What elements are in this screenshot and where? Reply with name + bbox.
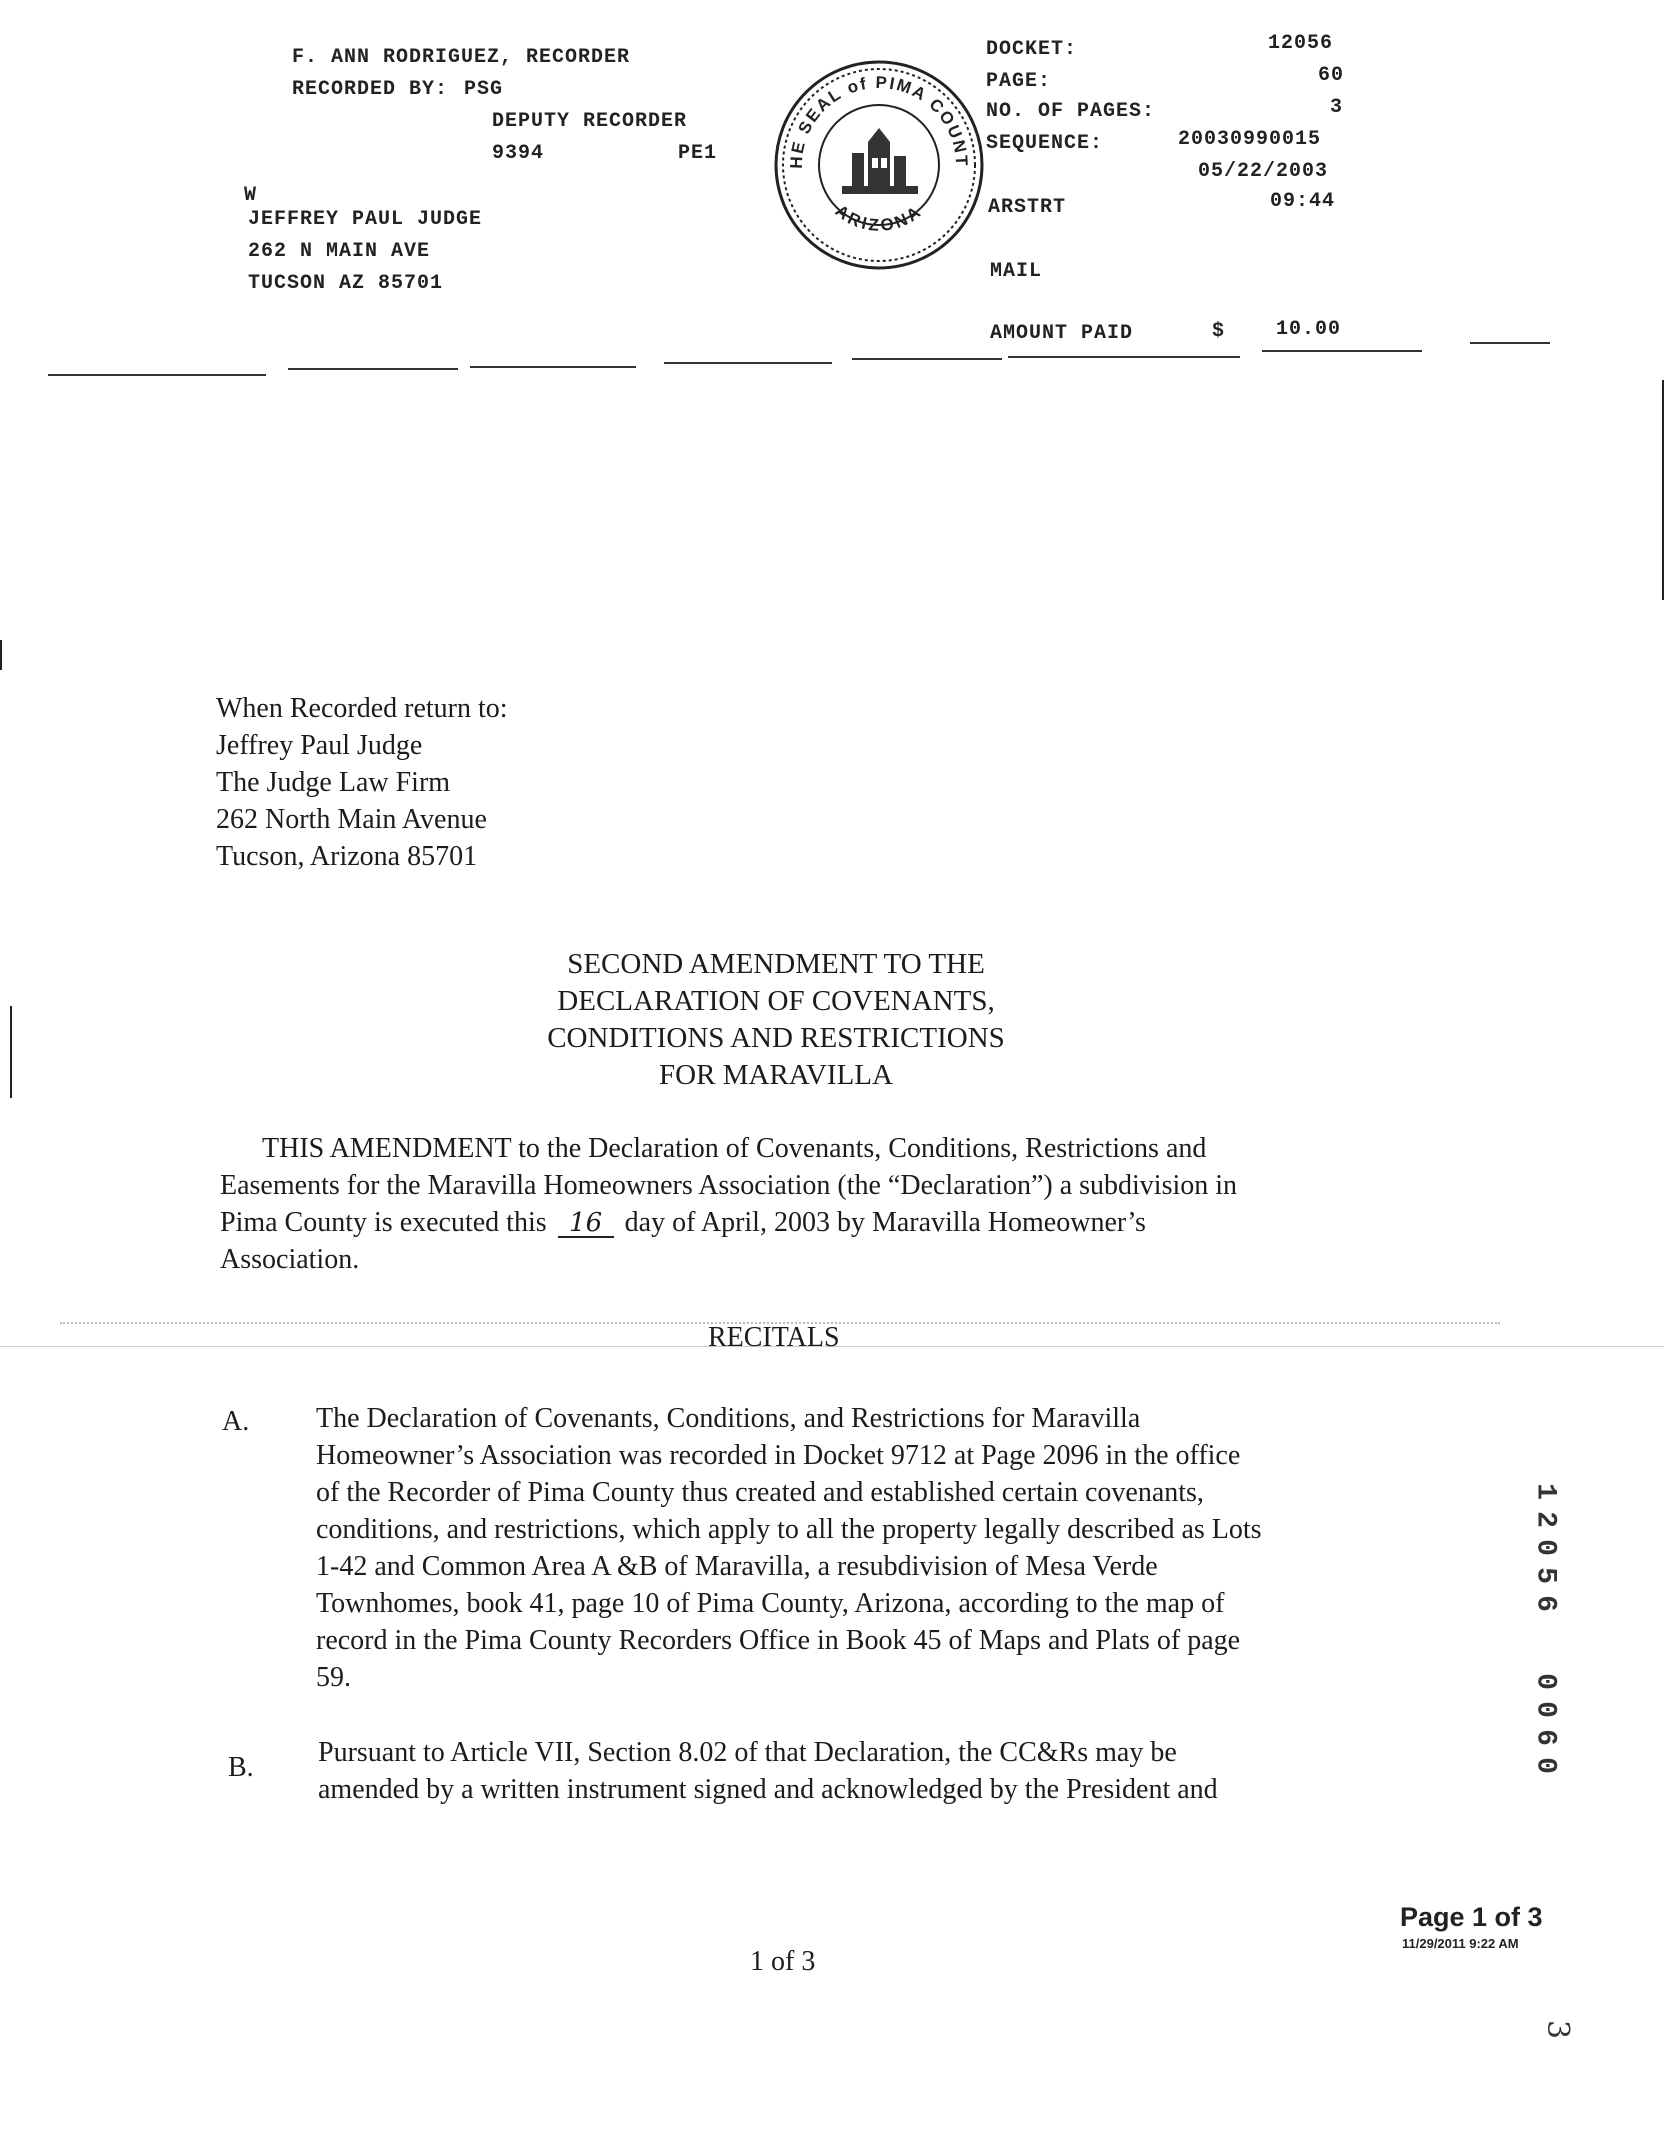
document-title-line: SECOND AMENDMENT TO THE <box>567 948 985 980</box>
docket-label: DOCKET: <box>986 38 1078 61</box>
corner-page-mark: 3 <box>1540 2019 1576 2040</box>
margin-stamp-digit: 6 <box>1529 1729 1561 1746</box>
center-page-number: 1 of 3 <box>750 1946 816 1977</box>
recital-line: Homeowner’s Association was recorded in Docket 9712 at Page 2096 in the office <box>316 1440 1241 1471</box>
w-mark: W <box>244 184 258 207</box>
mail-label: MAIL <box>990 260 1043 283</box>
header-rule <box>48 374 266 376</box>
recital-line: of the Recorder of Pima County thus created and established certain covenants, <box>316 1477 1204 1508</box>
margin-stamp-digit: 0 <box>1529 1757 1561 1774</box>
scan-mark <box>10 1006 12 1098</box>
amount-currency: $ <box>1212 320 1226 343</box>
recital-letter: B. <box>228 1752 254 1783</box>
svg-text:THE SEAL of PIMA COUNTY: HE SEAL of PIMA COUNT <box>786 72 972 170</box>
margin-stamp-digit: 0 <box>1529 1539 1561 1556</box>
docket-value: 12056 <box>1268 32 1334 55</box>
sequence-label: SEQUENCE: <box>986 132 1104 155</box>
header-rule <box>470 366 636 368</box>
recital-line: amended by a written instrument signed and acknowledged by the President and <box>318 1774 1218 1805</box>
recorded-date: 05/22/2003 <box>1198 160 1329 183</box>
intro-line: Association. <box>220 1244 360 1275</box>
recital-a-text <box>316 1400 1416 1696</box>
margin-stamp-digit: 0 <box>1529 1701 1561 1718</box>
margin-stamp-digit: 5 <box>1529 1567 1561 1584</box>
recorded-time: 09:44 <box>1270 190 1336 213</box>
recital-b-text <box>318 1734 1418 1808</box>
amount-underline <box>1262 350 1422 352</box>
addressee-line: JEFFREY PAUL JUDGE <box>248 208 483 231</box>
seal-icon <box>772 58 986 272</box>
document-title-line: CONDITIONS AND RESTRICTIONS <box>547 1022 1005 1054</box>
recital-line: 1-42 and Common Area A &B of Maravilla, a resubdivision of Mesa Verde <box>316 1551 1158 1582</box>
margin-stamp-digit: 0 <box>1529 1673 1561 1690</box>
deputy-code: PE1 <box>678 142 718 165</box>
intro-text: Pima County is executed this <box>220 1207 547 1238</box>
header-rule <box>852 358 1002 360</box>
page-label: PAGE: <box>986 70 1052 93</box>
pages-value: 3 <box>1330 96 1344 119</box>
deputy-number: 9394 <box>492 142 545 165</box>
page-indicator: Page 1 of 3 <box>1400 1902 1543 1932</box>
recorded-by-value: PSG <box>464 78 504 101</box>
recital-line: Townhomes, book 41, page 10 of Pima County, Arizona, according to the map of <box>316 1588 1225 1619</box>
intro-line <box>220 1204 1146 1241</box>
header-rule <box>1470 342 1550 344</box>
intro-line: THIS AMENDMENT to the Declaration of Covenants, Conditions, Restrictions and <box>262 1133 1207 1164</box>
header-rule <box>664 362 832 364</box>
recital-letter: A. <box>222 1406 250 1437</box>
return-to-line: 262 North Main Avenue <box>216 804 487 835</box>
document-title-line: DECLARATION OF COVENANTS, <box>557 985 995 1017</box>
scan-mark <box>0 640 2 670</box>
recitals-heading: RECITALS <box>708 1322 840 1353</box>
pima-county-seal <box>772 58 986 272</box>
recorded-by-label: RECORDED BY: <box>292 78 449 101</box>
margin-stamp-digit: 6 <box>1529 1595 1561 1612</box>
return-to-heading: When Recorded return to: <box>216 693 508 724</box>
svg-text:ARIZONA: ARIZONA <box>831 201 927 236</box>
intro-line: Easements for the Maravilla Homeowners Association (the “Declaration”) a subdivision in <box>220 1170 1238 1201</box>
intro-text: day of April, 2003 by Maravilla Homeowner’s <box>624 1207 1146 1238</box>
addressee-line: 262 N MAIN AVE <box>248 240 431 263</box>
handwritten-day: 16 <box>558 1210 614 1238</box>
print-timestamp: 11/29/2011 9:22 AM <box>1402 1936 1519 1951</box>
header-rule <box>1008 356 1240 358</box>
recital-line: conditions, and restrictions, which apply to all the property legally described as Lots <box>316 1514 1262 1545</box>
margin-stamp-digit: 2 <box>1529 1511 1561 1528</box>
header-rule <box>288 368 458 370</box>
addressee-line: TUCSON AZ 85701 <box>248 272 444 295</box>
return-to-line: Tucson, Arizona 85701 <box>216 841 478 872</box>
pages-label: NO. OF PAGES: <box>986 100 1156 123</box>
document-title-line: FOR MARAVILLA <box>659 1059 893 1091</box>
return-to-line: Jeffrey Paul Judge <box>216 730 423 761</box>
amount-paid-label: AMOUNT PAID <box>990 322 1134 345</box>
arstrt-label: ARSTRT <box>988 196 1067 219</box>
recital-line: 59. <box>316 1662 351 1693</box>
amount-paid-value: 10.00 <box>1276 318 1342 341</box>
recital-line: Pursuant to Article VII, Section 8.02 of that Declaration, the CC&Rs may be <box>318 1737 1177 1768</box>
deputy-recorder-label: DEPUTY RECORDER <box>492 110 688 133</box>
recital-line: record in the Pima County Recorders Office in Book 45 of Maps and Plats of page <box>316 1625 1241 1656</box>
recorder-name: F. ANN RODRIGUEZ, RECORDER <box>292 46 631 69</box>
return-to-line: The Judge Law Firm <box>216 767 451 798</box>
margin-stamp-digit: 1 <box>1529 1483 1561 1500</box>
page-value: 60 <box>1318 64 1345 87</box>
recital-line: The Declaration of Covenants, Conditions, and Restrictions for Maravilla <box>316 1403 1141 1434</box>
sequence-value: 20030990015 <box>1178 128 1322 151</box>
